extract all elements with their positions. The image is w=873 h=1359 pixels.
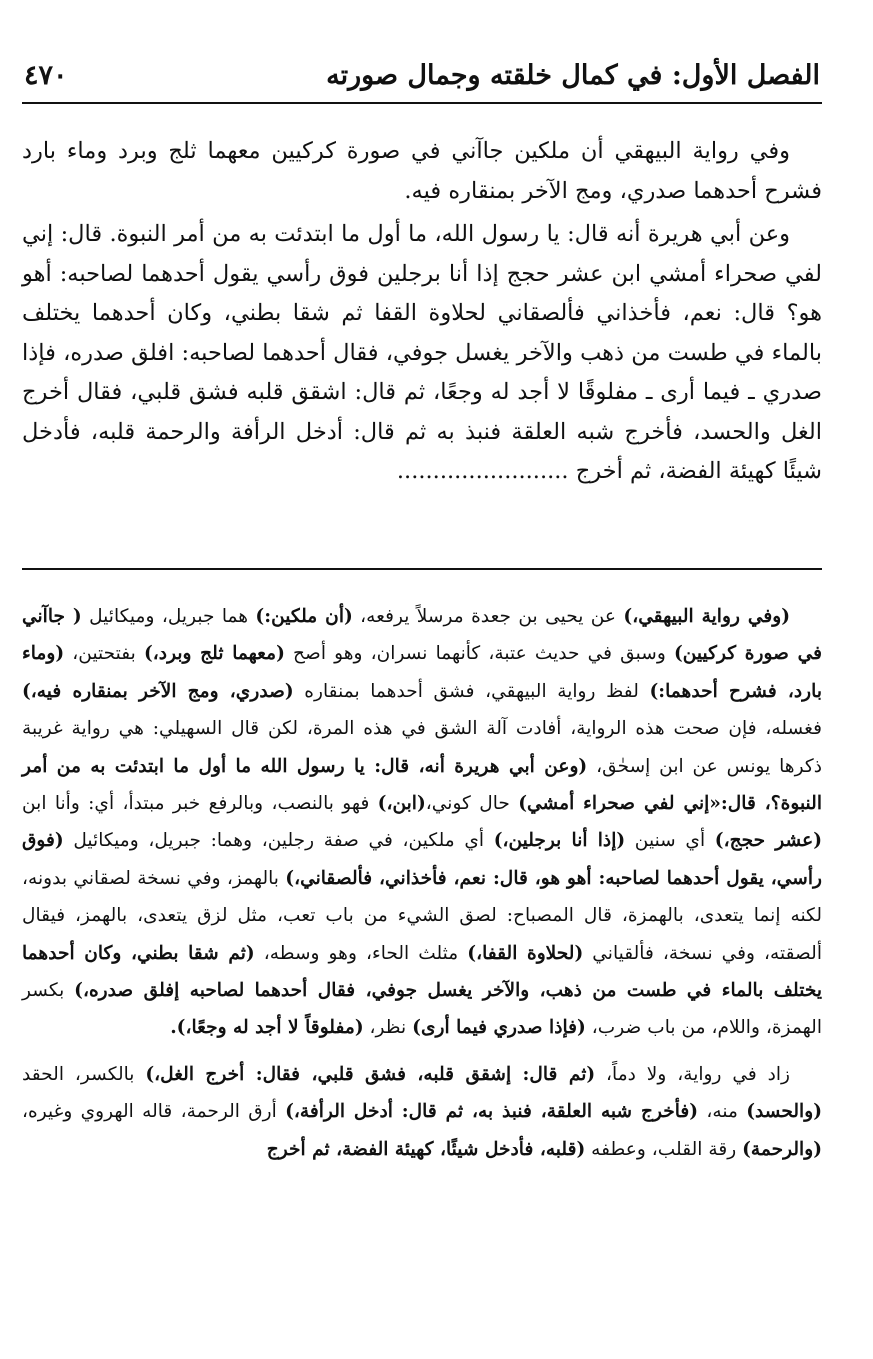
quoted-matn-segment: ( جاآني في صورة كركيين) [22,606,822,665]
commentary-segment: أرق الرحمة، قاله الهروي وغيره، [22,1101,286,1123]
commentary-paragraph-2 [22,1056,822,1168]
main-paragraph-1: وفي رواية البيهقي أن ملكين جاآني في صورة كركيين معهما ثلج وبرد وماء بارد فشرح أحدهما صدري، ومج الآخر بمنقاره فيه. [22,138,822,204]
quoted-matn-segment: (ثم شقا بطني، وكان أحدهما يختلف بالماء في طست من ذهب، والآخر يغسل جوفي، فقال أحدهما لصاحبه إفلق صدره،) [22,942,822,1002]
quoted-matn-segment: (قلبه، فأدخل شيئًا، كهيئة الفضة، ثم أخرج [266,1138,586,1160]
commentary-segment: عن يحيى بن جعدة مرسلاً يرفعه، [352,606,624,627]
commentary-segment: بفتحتين، [64,643,144,665]
commentary-segment: رقة القلب، وعطفه [585,1138,743,1160]
commentary-segment: فغسله، فإن صحت هذه الرواية، أفادت آلة الشق في هذه المرة، لكن قال السهيلي: هي رواية غريبة ذكرها يونس عن ابن إسحٰق، [22,718,822,777]
commentary-segment: نظر، [363,1017,413,1039]
commentary-segment: فهو بالنصب، وبالرفع خبر مبتدأ، أي: وأنا ابن [22,793,378,815]
commentary-segment: أي سنين [625,830,715,852]
quoted-matn-segment: (صدري، ومج الآخر بمنقاره فيه،) [22,680,294,702]
quoted-matn-segment: (ثم قال: إشقق قلبه، فشق قلبي، فقال: أخرج الغل،) [145,1063,596,1085]
commentary-segment: منه، [698,1101,747,1123]
book-page [22,0,822,1359]
main-paragraph-2-text: وعن أبي هريرة أنه قال: يا رسول الله، ما أول ما ابتدئت به من أمر النبوة. قال: إني لفي صحراء أمشي ابن عشر حجج إذا أنا برجلين فوق رأسي يقول أحدهما لصاحبه: أهو هو؟ قال: نعم، فأخذاني فألصقاني لحلاوة القفا ثم شقا بطني، وكان أحدهما يختلف بالماء في طست من ذهب والآخر يغسل جوفي، فقال أحدهما لصاحبه: افلق صدره، فإذا صدري ـ فيما أرى ـ مفلوقًا لا أجد له وجعًا، ثم قال: اشقق قلبه فشق قلبي، فقال أخرج الغل والحسد، فأخرج شبه العلقة فنبذ به ثم قال: أدخل الرأفة والرحمة قلبه، فأدخل شيئًا كهيئة الفضة، ثم أخرج [22,221,822,484]
continuation-dots: ........................ [396,458,569,484]
page-number: ٤٧٠ [24,60,68,91]
quoted-matn-segment: (إذا أنا برجلين،) [493,830,626,852]
commentary-divider [22,568,822,570]
commentary-paragraph-1 [22,598,822,1047]
commentary-segment: مثلث الحاء، وهو وسطه، [254,942,468,964]
commentary-segment: بالهمز، وفي نسخة لصقاني بدونه، لكنه إنما يتعدى، بالهمزة، قال المصباح: لصق الشيء من باب تعب، مثل لزق يتعدى، بالهمز، فيقال ألصقته، وفي نسخة، فألقياني [22,867,822,964]
quoted-matn-segment: (معهما ثلج وبرد،) [143,643,285,665]
quoted-matn-segment: (فإذا صدري فيما أرى) [412,1017,586,1039]
commentary-segment: بالكسر، الحقد [22,1063,146,1085]
commentary-segment: هما جبريل، وميكائيل [81,606,256,627]
page-header [22,58,822,98]
quoted-matn-segment: (ابن،) [377,793,426,815]
quoted-matn-segment: (فوق رأسي، يقول أحدهما لصاحبه: أهو هو، قال: نعم، فأخذاني، فألصقاني،) [22,830,822,889]
commentary-segment: بكسر الهمزة، واللام، من باب ضرب، [22,980,822,1039]
quoted-matn-segment: (فأخرج شبه العلقة، فنبذ به، ثم قال: أدخل الرأفة،) [285,1101,699,1123]
chapter-title: الفصل الأول: في كمال خلقته وجمال صورته [326,60,820,91]
quoted-matn-segment: (عشر حجج،) [714,830,823,852]
quoted-matn-segment: (وعن أبي هريرة أنه، قال: يا رسول الله ما أول ما ابتدئت به من أمر النبوة؟، قال:«إني لفي صحراء أمشي) [22,755,822,815]
quoted-matn-segment: (والرحمة) [742,1138,822,1160]
commentary-text [22,598,822,1168]
header-divider [22,102,822,104]
commentary-segment: لفظ رواية البيهقي، فشق أحدهما بمنقاره [293,680,650,702]
quoted-matn-segment: (مفلوقاً لا أجد له وجعًا،). [170,1017,364,1039]
main-text [22,132,822,492]
commentary-segment: أي ملكين، في صفة رجلين، وهما: جبريل، وميكائيل [63,830,494,852]
commentary-segment: زاد في رواية، ولا دماً، [595,1063,790,1085]
commentary-segment: حال كوني، [425,793,519,815]
quoted-matn-segment: (والحسد) [746,1101,822,1123]
commentary-segment: وسبق في حديث عتبة، كأنهما نسران، وهو أصح [284,643,674,665]
quoted-matn-segment: (أن ملكين:) [255,606,353,627]
quoted-matn-segment: (وماء بارد، فشرح أحدهما:) [22,643,822,702]
quoted-matn-segment: (لحلاوة القفا،) [467,942,584,964]
quoted-matn-segment: (وفي رواية البيهقي،) [623,606,791,627]
main-paragraph-2 [22,215,822,492]
